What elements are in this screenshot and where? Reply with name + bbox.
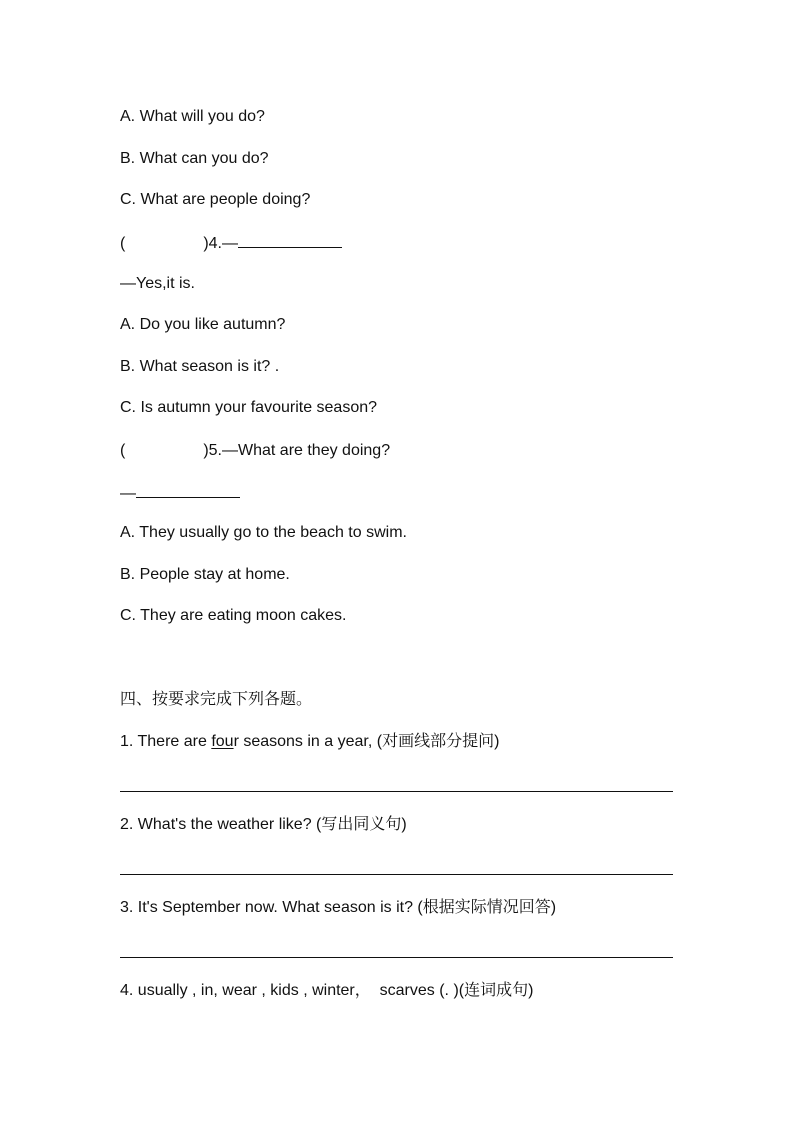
q3-option-c: C. What are people doing? [120, 191, 311, 208]
q5-option-a: A. They usually go to the beach to swim. [120, 524, 407, 541]
q5-blank[interactable] [136, 482, 240, 498]
item-2-answer-line[interactable] [120, 874, 673, 875]
q5-number: )5.—What are they doing? [203, 442, 391, 459]
q3-option-a: A. What will you do? [120, 108, 265, 125]
item-1-after: r seasons in a year, (对画线部分提问) [233, 733, 500, 750]
q4-answer-space[interactable] [125, 233, 203, 248]
q4-blank[interactable] [238, 232, 342, 248]
q5-reply [120, 482, 240, 504]
item-1-answer-line[interactable] [120, 791, 673, 792]
item-1-before: 1. There are [120, 733, 212, 750]
q4-number: )4.— [203, 235, 238, 252]
q4-option-b: B. What season is it? . [120, 358, 280, 375]
q4-open-paren: ( [120, 235, 126, 252]
q4-stem [120, 232, 342, 254]
q4-option-c: C. Is autumn your favourite season? [120, 399, 378, 416]
item-3-answer-line[interactable] [120, 957, 673, 958]
q4-reply: —Yes,it is. [120, 275, 195, 292]
item-1-underlined: fou [211, 733, 234, 750]
q4-option-a: A. Do you like autumn? [120, 316, 286, 333]
item-2: 2. What's the weather like? (写出同义句) [120, 816, 407, 833]
section-heading: 四、按要求完成下列各题。 [120, 691, 313, 708]
q5-dash: — [120, 485, 136, 502]
item-4: 4. usually , in, wear , kids , winter， scarves (. )(连词成句) [120, 982, 534, 999]
item-1 [120, 732, 499, 752]
q3-option-b: B. What can you do? [120, 150, 269, 167]
q5-option-b: B. People stay at home. [120, 566, 290, 583]
q5-answer-space[interactable] [125, 440, 203, 455]
q5-open-paren: ( [120, 442, 126, 459]
q5-option-c: C. They are eating moon cakes. [120, 607, 347, 624]
q5-stem [120, 440, 390, 461]
item-3: 3. It's September now. What season is it? (根据实际情况回答) [120, 899, 557, 916]
